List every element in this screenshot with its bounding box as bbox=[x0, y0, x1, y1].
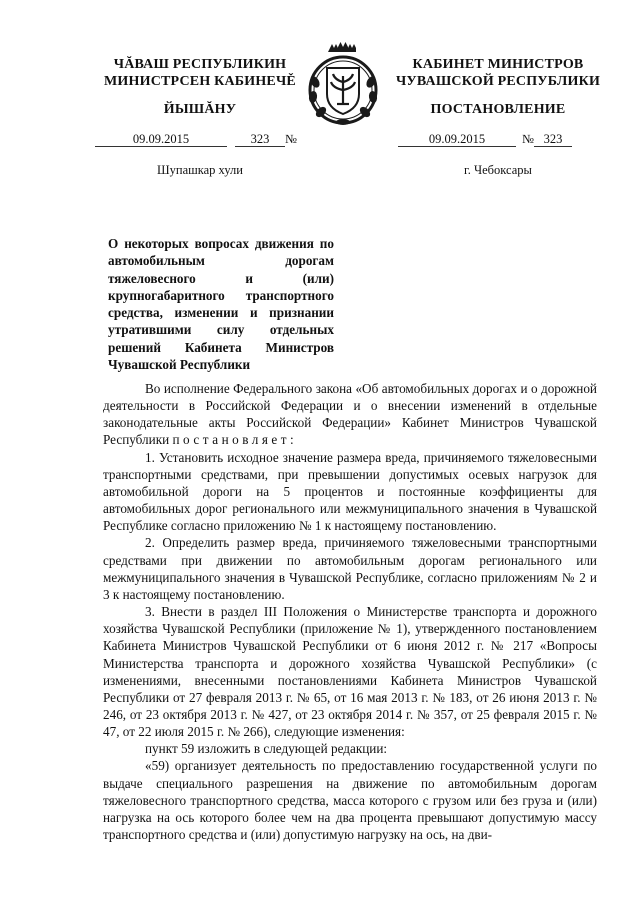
coat-of-arms-graphic bbox=[303, 42, 383, 128]
header-left-number-sign: № bbox=[285, 132, 297, 146]
header-right-line2: ЧУВАШСКОЙ РЕСПУБЛИКИ bbox=[395, 74, 601, 89]
header-left-line2: МИНИСТРСЕН КАБИНЕЧĚ bbox=[104, 74, 296, 89]
paragraph-1: 1. Установить исходное значение размера вреда, причиняемого тяжеловесными транспортными средствами, при превышении допустимых осевых нагрузок для автомобильной дороги на 5 процентов и постоянные коэффициенты для автомобильных дорог регионального или межмуниципального значения в Чувашской Республике согласно приложению № 1 к настоящему постановлению. bbox=[103, 449, 597, 534]
header-right-doc-type: ПОСТАНОВЛЕНИЕ bbox=[430, 102, 566, 117]
header-right-number-line bbox=[398, 132, 572, 147]
document-subject: О некоторых вопросах движения по автомобильным дорогам тяжеловесного и (или) крупногабаритного транспортного средства, изменении и признании утратившими силу отдельных решений Кабинета Министров Чувашской Республики bbox=[108, 236, 334, 373]
header-left-line1: ЧĂВАШ РЕСПУБЛИКИН bbox=[113, 57, 287, 72]
header-right-number-sign: № bbox=[522, 132, 534, 146]
header-left bbox=[95, 56, 305, 90]
coat-of-arms-icon bbox=[303, 42, 383, 128]
header-right-line1: КАБИНЕТ МИНИСТРОВ bbox=[412, 57, 584, 72]
intro-text: Во исполнение Федерального закона «Об автомобильных дорогах и о дорожной деятельности в Российской Федерации и о внесении изменений в отдельные законодательные акты Российской Федерации» Кабинет Министров Чувашской Республики bbox=[103, 381, 597, 448]
decree-word: постановляет: bbox=[172, 432, 298, 448]
header-left-doc-type: ЙЫШĂНУ bbox=[163, 102, 237, 117]
paragraph-4: пункт 59 изложить в следующей редакции: bbox=[145, 741, 388, 757]
header-right-date: 09.09.2015 bbox=[398, 132, 516, 147]
header-left-number: 323 bbox=[235, 132, 285, 147]
header-right bbox=[388, 56, 608, 90]
paragraph-5: «59) организует деятельность по предоставлению государственной услуги по выдаче специального разрешения на движение по автомобильным дорогам тяжеловесного транспортного средства, масса которого с грузом или без груза и (или) нагрузка на ось которого более чем на два процента превышают допустимую массу транспортного средства и (или) допустимую нагрузку на ось, на дви- bbox=[103, 758, 597, 843]
header-right-city: г. Чебоксары bbox=[464, 163, 532, 177]
paragraph-intro bbox=[103, 380, 597, 449]
paragraph-2: 2. Определить размер вреда, причиняемого тяжеловесными транспортными средствами при движении по автомобильным дорогам регионального или межмуниципального значения в Чувашской Республике, согласно приложениям № 2 и 3 к настоящему постановлению. bbox=[103, 535, 597, 602]
header-left-city: Шупашкар хули bbox=[157, 163, 243, 177]
header-left-date: 09.09.2015 bbox=[95, 132, 227, 147]
document-body bbox=[103, 380, 597, 843]
paragraph-3: 3. Внести в раздел III Положения о Министерстве транспорта и дорожного хозяйства Чувашской Республики (приложение № 1), утвержденного постановлением Кабинета Министров Чувашской Республики от 6 июня 2012 г. № 217 «Вопросы Министерства транспорта и дорожного хозяйства Чувашской Республики» (с изменениями, внесенными постановлениями Кабинета Министров Чувашской Республики от 27 февраля 2013 г. № 65, от 16 мая 2013 г. № 183, от 26 июня 2013 г. № 246, от 23 октября 2013 г. № 427, от 23 октября 2014 г. № 357, от 25 февраля 2015 г. № 47, от 22 июля 2015 г. № 266), следующие изменения: bbox=[103, 604, 597, 740]
header-left-number-line bbox=[95, 132, 297, 147]
header-right-number: 323 bbox=[534, 132, 572, 147]
